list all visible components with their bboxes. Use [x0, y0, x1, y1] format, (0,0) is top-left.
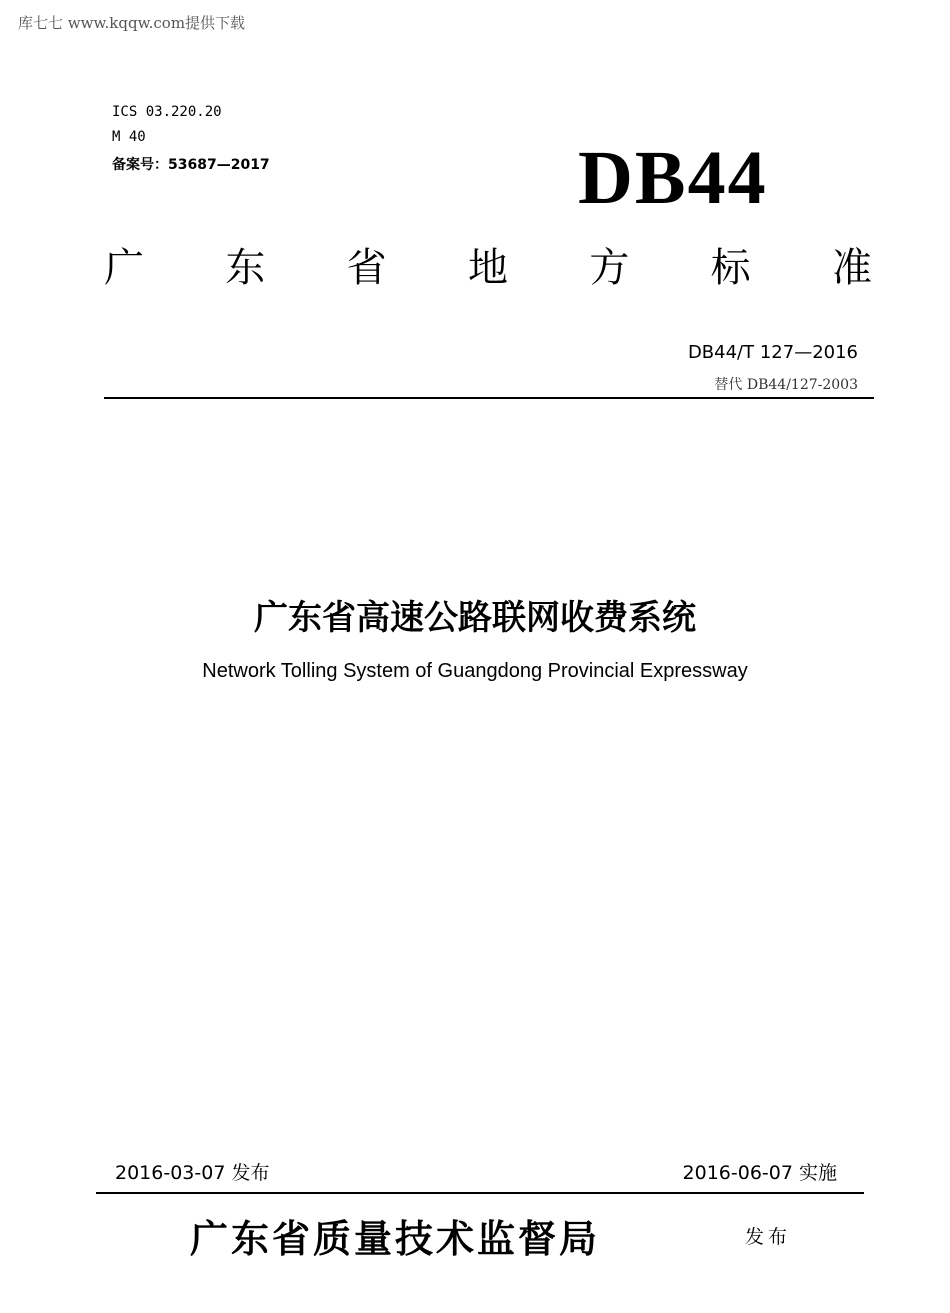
header-divider	[104, 397, 874, 399]
watermark: 库七七 www.kqqw.com提供下载	[18, 14, 246, 32]
filing-number: 备案号：53687—2017	[112, 157, 270, 173]
heading-char: 准	[831, 245, 872, 291]
classification-code: M 40	[112, 129, 146, 145]
standard-number: DB44/T 127—2016	[687, 342, 858, 363]
heading-char: 广	[104, 245, 144, 291]
heading-char: 省	[346, 245, 387, 291]
issuing-authority: 广东省质量技术监督局	[190, 1216, 601, 1261]
footer-divider	[96, 1192, 864, 1194]
local-standard-heading	[104, 245, 872, 291]
replaces-standard: 替代 DB44/127-2003	[714, 377, 858, 393]
effective-date: 2016-06-07 实施	[682, 1162, 837, 1184]
heading-char: 方	[589, 245, 630, 291]
db-code: DB44	[578, 136, 768, 220]
title-english: Network Tolling System of Guangdong Provincial Expressway	[202, 660, 748, 682]
ics-code: ICS 03.220.20	[112, 104, 222, 120]
heading-char: 东	[225, 245, 266, 291]
heading-char: 标	[710, 245, 751, 291]
title-chinese: 广东省高速公路联网收费系统	[254, 598, 696, 638]
publish-label: 发布	[745, 1226, 792, 1248]
issue-date: 2016-03-07 发布	[115, 1162, 270, 1184]
heading-char: 地	[467, 245, 508, 291]
